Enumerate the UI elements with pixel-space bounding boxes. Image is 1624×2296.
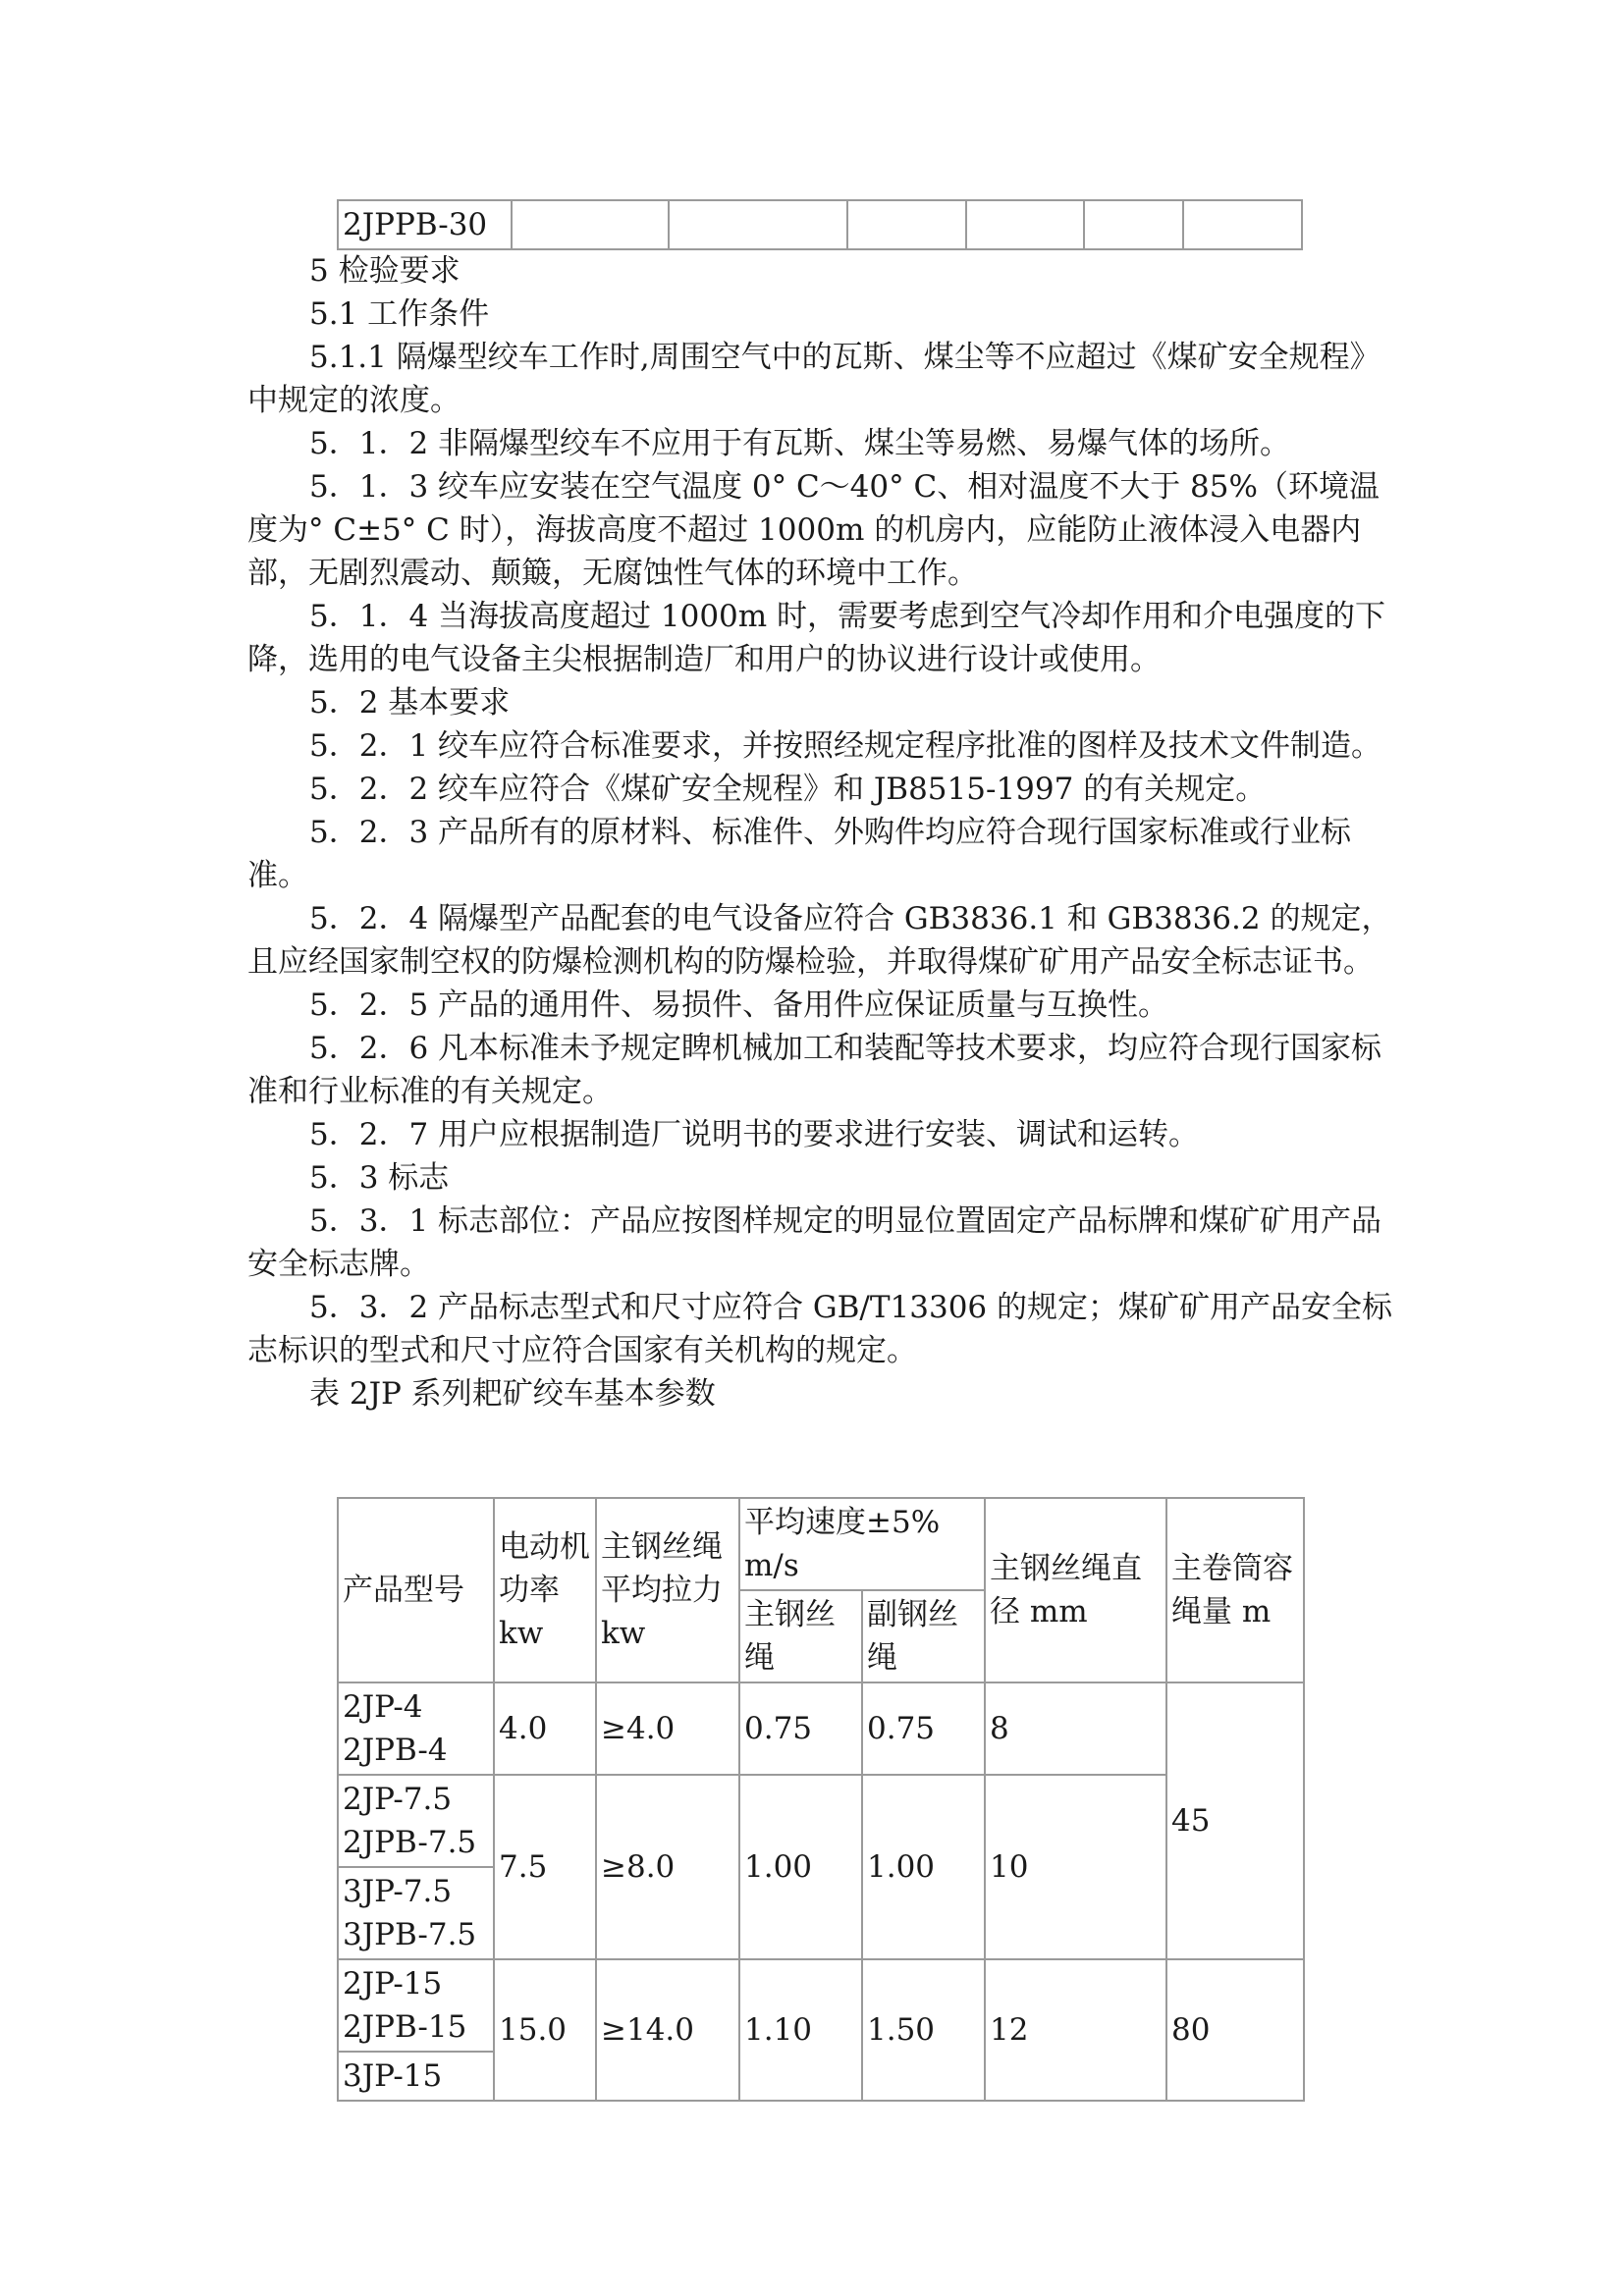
paragraph: 5．2．1 绞车应符合标准要求，并按照经规定程序批准的图样及技术文件制造。 — [309, 728, 1382, 764]
paragraph: 5．1．3 绞车应安装在空气温度 0° C～40° C、相对温度不大于 85%（环境温度为° C±5° C 时），海拔高度不超过 1000m 的机房内，应能防止液体浸入电器内部，无剧烈震动、颠簸，无腐蚀性气体的环境中工作。 — [247, 469, 1380, 591]
power-cell: 4.0 — [494, 1682, 596, 1775]
table-cell — [669, 200, 847, 249]
paragraph: 5．1．4 当海拔高度超过 1000m 时，需要考虑到空气冷却作用和介电强度的下降，选用的电气设备主尖根据制造厂和用户的协议进行设计或使用。 — [247, 599, 1386, 677]
header-main-rope — [739, 1590, 862, 1682]
header-rope-pull — [596, 1498, 739, 1682]
pull-cell: ≥4.0 — [596, 1682, 739, 1775]
header-avg-speed — [739, 1498, 985, 1590]
header-text: 主钢丝绳直径 mm — [990, 1551, 1142, 1629]
diameter-cell: 8 — [985, 1682, 1166, 1775]
capacity-cell: 45 — [1166, 1682, 1304, 1959]
model-name: 3JP-7.5 — [343, 1874, 453, 1909]
header-model — [338, 1498, 494, 1682]
model-name: 3JPB-7.5 — [343, 1917, 477, 1952]
model-name: 2JPB-4 — [343, 1733, 448, 1768]
table-cell-model — [338, 200, 512, 249]
paragraph: 5．3．1 标志部位：产品应按图样规定的明显位置固定产品标牌和煤矿矿用产品安全标志牌。 — [247, 1203, 1382, 1282]
table-cell — [966, 200, 1085, 249]
header-rope-diameter — [985, 1498, 1166, 1682]
header-text: 主钢丝绳 — [744, 1597, 836, 1676]
model-cell — [338, 1775, 494, 1867]
pull-cell: ≥8.0 — [596, 1775, 739, 1959]
header-aux-rope — [862, 1590, 985, 1682]
power-cell: 7.5 — [494, 1775, 596, 1959]
main-speed-cell: 0.75 — [739, 1682, 862, 1775]
capacity-cell: 80 — [1166, 1959, 1304, 2101]
table-cell — [512, 200, 670, 249]
model-cell — [338, 1959, 494, 2052]
model-name: 3JP-15 — [343, 2058, 443, 2094]
model-cell — [338, 2052, 494, 2101]
body-text — [247, 249, 1392, 1415]
header-text: 产品型号 — [343, 1573, 464, 1608]
power-cell: 15.0 — [494, 1959, 596, 2101]
header-text: 平均速度±5% m/s — [744, 1505, 941, 1583]
pull-cell: ≥14.0 — [596, 1959, 739, 2101]
diameter-cell: 10 — [985, 1775, 1166, 1959]
paragraph: 5．2．3 产品所有的原材料、标准件、外购件均应符合现行国家标准或行业标准。 — [247, 815, 1352, 893]
diameter-cell: 12 — [985, 1959, 1166, 2101]
model-name: 2JPB-7.5 — [343, 1825, 477, 1860]
model-cell — [338, 1682, 494, 1775]
subsection-heading: 5．2 基本要求 — [309, 685, 511, 721]
aux-speed-cell: 1.50 — [862, 1959, 985, 2101]
paragraph: 5．2．6 凡本标准未予规定睥机械加工和装配等技术要求，均应符合现行国家标准和行业标准的有关规定。 — [247, 1031, 1382, 1109]
model-name: 2JP-4 — [343, 1689, 423, 1725]
table-caption: 表 2JP 系列耙矿绞车基本参数 — [309, 1376, 716, 1412]
section-heading: 5 检验要求 — [309, 253, 460, 289]
parameters-table — [337, 1497, 1305, 2102]
model-name: 2JP-7.5 — [343, 1782, 453, 1817]
header-text: 副钢丝绳 — [867, 1597, 958, 1676]
paragraph: 5．2．5 产品的通用件、易损件、备用件应保证质量与互换性。 — [309, 988, 1169, 1023]
aux-speed-cell: 0.75 — [862, 1682, 985, 1775]
table-cell — [847, 200, 966, 249]
model-name: 2JP-15 — [343, 1966, 443, 2002]
paragraph: 5.1.1 隔爆型绞车工作时,周围空气中的瓦斯、煤尘等不应超过《煤矿安全规程》中规定的浓度。 — [247, 340, 1380, 418]
paragraph: 5．3．2 产品标志型式和尺寸应符合 GB/T13306 的规定；煤矿矿用产品安全标志标识的型式和尺寸应符合国家有关机构的规定。 — [247, 1290, 1393, 1368]
table-cell — [1183, 200, 1302, 249]
main-speed-cell: 1.00 — [739, 1775, 862, 1959]
top-table — [337, 199, 1303, 250]
subsection-heading: 5．3 标志 — [309, 1160, 450, 1196]
paragraph: 5．1．2 非隔爆型绞车不应用于有瓦斯、煤尘等易燃、易爆气体的场所。 — [309, 426, 1291, 461]
model-label: 2JPPB-30 — [343, 207, 488, 242]
header-drum-capacity — [1166, 1498, 1304, 1682]
model-cell — [338, 1867, 494, 1959]
aux-speed-cell: 1.00 — [862, 1775, 985, 1959]
model-name: 2JPB-15 — [343, 2009, 467, 2045]
header-text: 主钢丝绳平均拉力 kw — [601, 1529, 723, 1651]
header-text: 主卷筒容绳量 m — [1171, 1551, 1293, 1629]
main-speed-cell: 1.10 — [739, 1959, 862, 2101]
paragraph: 5．2．2 绞车应符合《煤矿安全规程》和 JB8515-1997 的有关规定。 — [309, 772, 1267, 807]
table-cell — [1084, 200, 1183, 249]
paragraph: 5．2．7 用户应根据制造厂说明书的要求进行安装、调试和运转。 — [309, 1117, 1200, 1152]
header-motor-power — [494, 1498, 596, 1682]
subsection-heading: 5.1 工作条件 — [309, 296, 490, 332]
paragraph: 5．2．4 隔爆型产品配套的电气设备应符合 GB3836.1 和 GB3836.2 的规定，且应经国家制空权的防爆检测机构的防爆检验，并取得煤矿矿用产品安全标志证书。 — [247, 901, 1392, 980]
header-text: 电动机功率 kw — [499, 1529, 590, 1651]
